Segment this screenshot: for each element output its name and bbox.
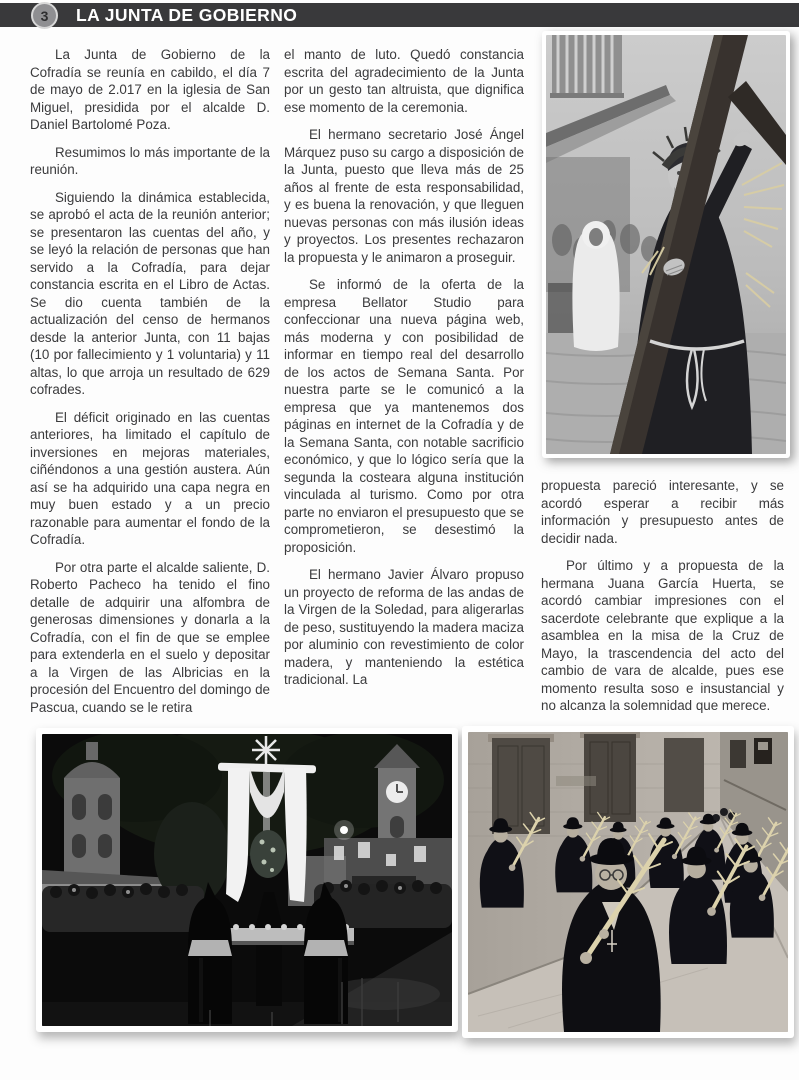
night-procession-photo bbox=[36, 728, 458, 1032]
cross-bearer-photo bbox=[542, 31, 790, 458]
page-number: 3 bbox=[40, 7, 49, 24]
cross-bearer-illustration bbox=[546, 35, 786, 454]
paragraph: El déficit originado en las cuentas anteriores, ha limitado el capítulo de inversiones en mejoras materiales, ciñéndonos a una gestión austera. Aún así se ha adquirido una capa negra en muy buen estado y a un precio razonable para aumentar el fondo de la Cofradía. bbox=[30, 409, 270, 547]
page-number-badge bbox=[31, 2, 58, 29]
text-column-3 bbox=[541, 477, 784, 725]
paragraph: Resumimos lo más importante de la reunión. bbox=[30, 144, 270, 177]
paragraph: El hermano Javier Álvaro propuso un proyecto de reforma de las andas de la Virgen de la Soledad, para aligerarlas de peso, sustituyendo la madera maciza por aluminio con revestimiento de color madera, y manteniendo la estética tradicional. La bbox=[284, 567, 524, 687]
palm-procession-illustration bbox=[468, 732, 788, 1032]
paragraph: Se informó de la oferta de la empresa Bellator Studio para confeccionar una nueva página web, más moderna y con posibilidad de informar en tiempo real del desarrollo de los actos de Semana Santa. Por nuestra parte se le comunicó a la empresa que ya mantenemos dos páginas en internet de la Cofradía y de la Semana Santa, con notable sacrificio económico, y que lo lógico sería que la segunda la costeara alguna institución vinculada al turismo. Como por otra parte no enviaron el presupuesto que se comprometieron, se desestimó la proposición. bbox=[284, 277, 524, 555]
paragraph: El hermano secretario José Ángel Márquez puso su cargo a disposición de la Junta, puesto que lleva más de 25 años al frente de esta responsabilidad, y es buena la renovación, y que lleguen nuevas personas con más ilusión ideas y proyectos. Los presentes rechazaron la propuesta y le animaron a proseguir. bbox=[284, 127, 524, 265]
night-procession-illustration bbox=[42, 734, 452, 1026]
page-title: LA JUNTA DE GOBIERNO bbox=[76, 5, 298, 25]
paragraph: Por otra parte el alcalde saliente, D. Roberto Pacheco ha tenido el fino detalle de adquirir una alfombra de generosas dimensiones y donarla a la Cofradía, con el fin de que se emplee para extenderla en el suelo y depositar a la Virgen de las Albricias en la procesión del Encuentro del domingo de Pascua, cuando se le retira bbox=[30, 559, 270, 715]
palm-procession-photo bbox=[462, 726, 794, 1038]
text-column-1 bbox=[30, 46, 270, 726]
paragraph: propuesta pareció interesante, y se acordó esperar a recibir más información y presupuesto antes de decidir nada. bbox=[541, 478, 784, 546]
paragraph: Por último y a propuesta de la hermana Juana García Huerta, se acordó cambiar impresiones con el sacerdote celebrante que explique a la asamblea en la misa de la Cruz de Mayo, la trascendencia del acto del cambio de vara de alcalde, pues ese momento resulta soso e insustancial y no alcanza la solemnidad que merece. bbox=[541, 558, 784, 713]
paragraph: Siguiendo la dinámica establecida, se aprobó el acta de la reunión anterior; se presentaron las cuentas del año, y se leyó la relación de personas que han servido a la Cofradía, para dejar constancia escrita en el Libro de Actas. Se dio cuenta también de la actualización del censo de hermanos desde la anterior Junta, con 11 bajas (10 por fallecimiento y 1 voluntaria) y 11 altas, lo que arroja un resultado de 629 cofrades. bbox=[30, 189, 270, 397]
paragraph: el manto de luto. Quedó constancia escrita del agradecimiento de la Junta por un gesto tan altruista, que dignifica ese momento de la ceremonia. bbox=[284, 47, 524, 115]
paragraph: La Junta de Gobierno de la Cofradía se reunía en cabildo, el día 7 de mayo de 2.017 en la iglesia de San Miguel, presidida por el alcalde D. Daniel Bartolomé Poza. bbox=[30, 47, 270, 132]
text-column-2 bbox=[284, 46, 524, 699]
